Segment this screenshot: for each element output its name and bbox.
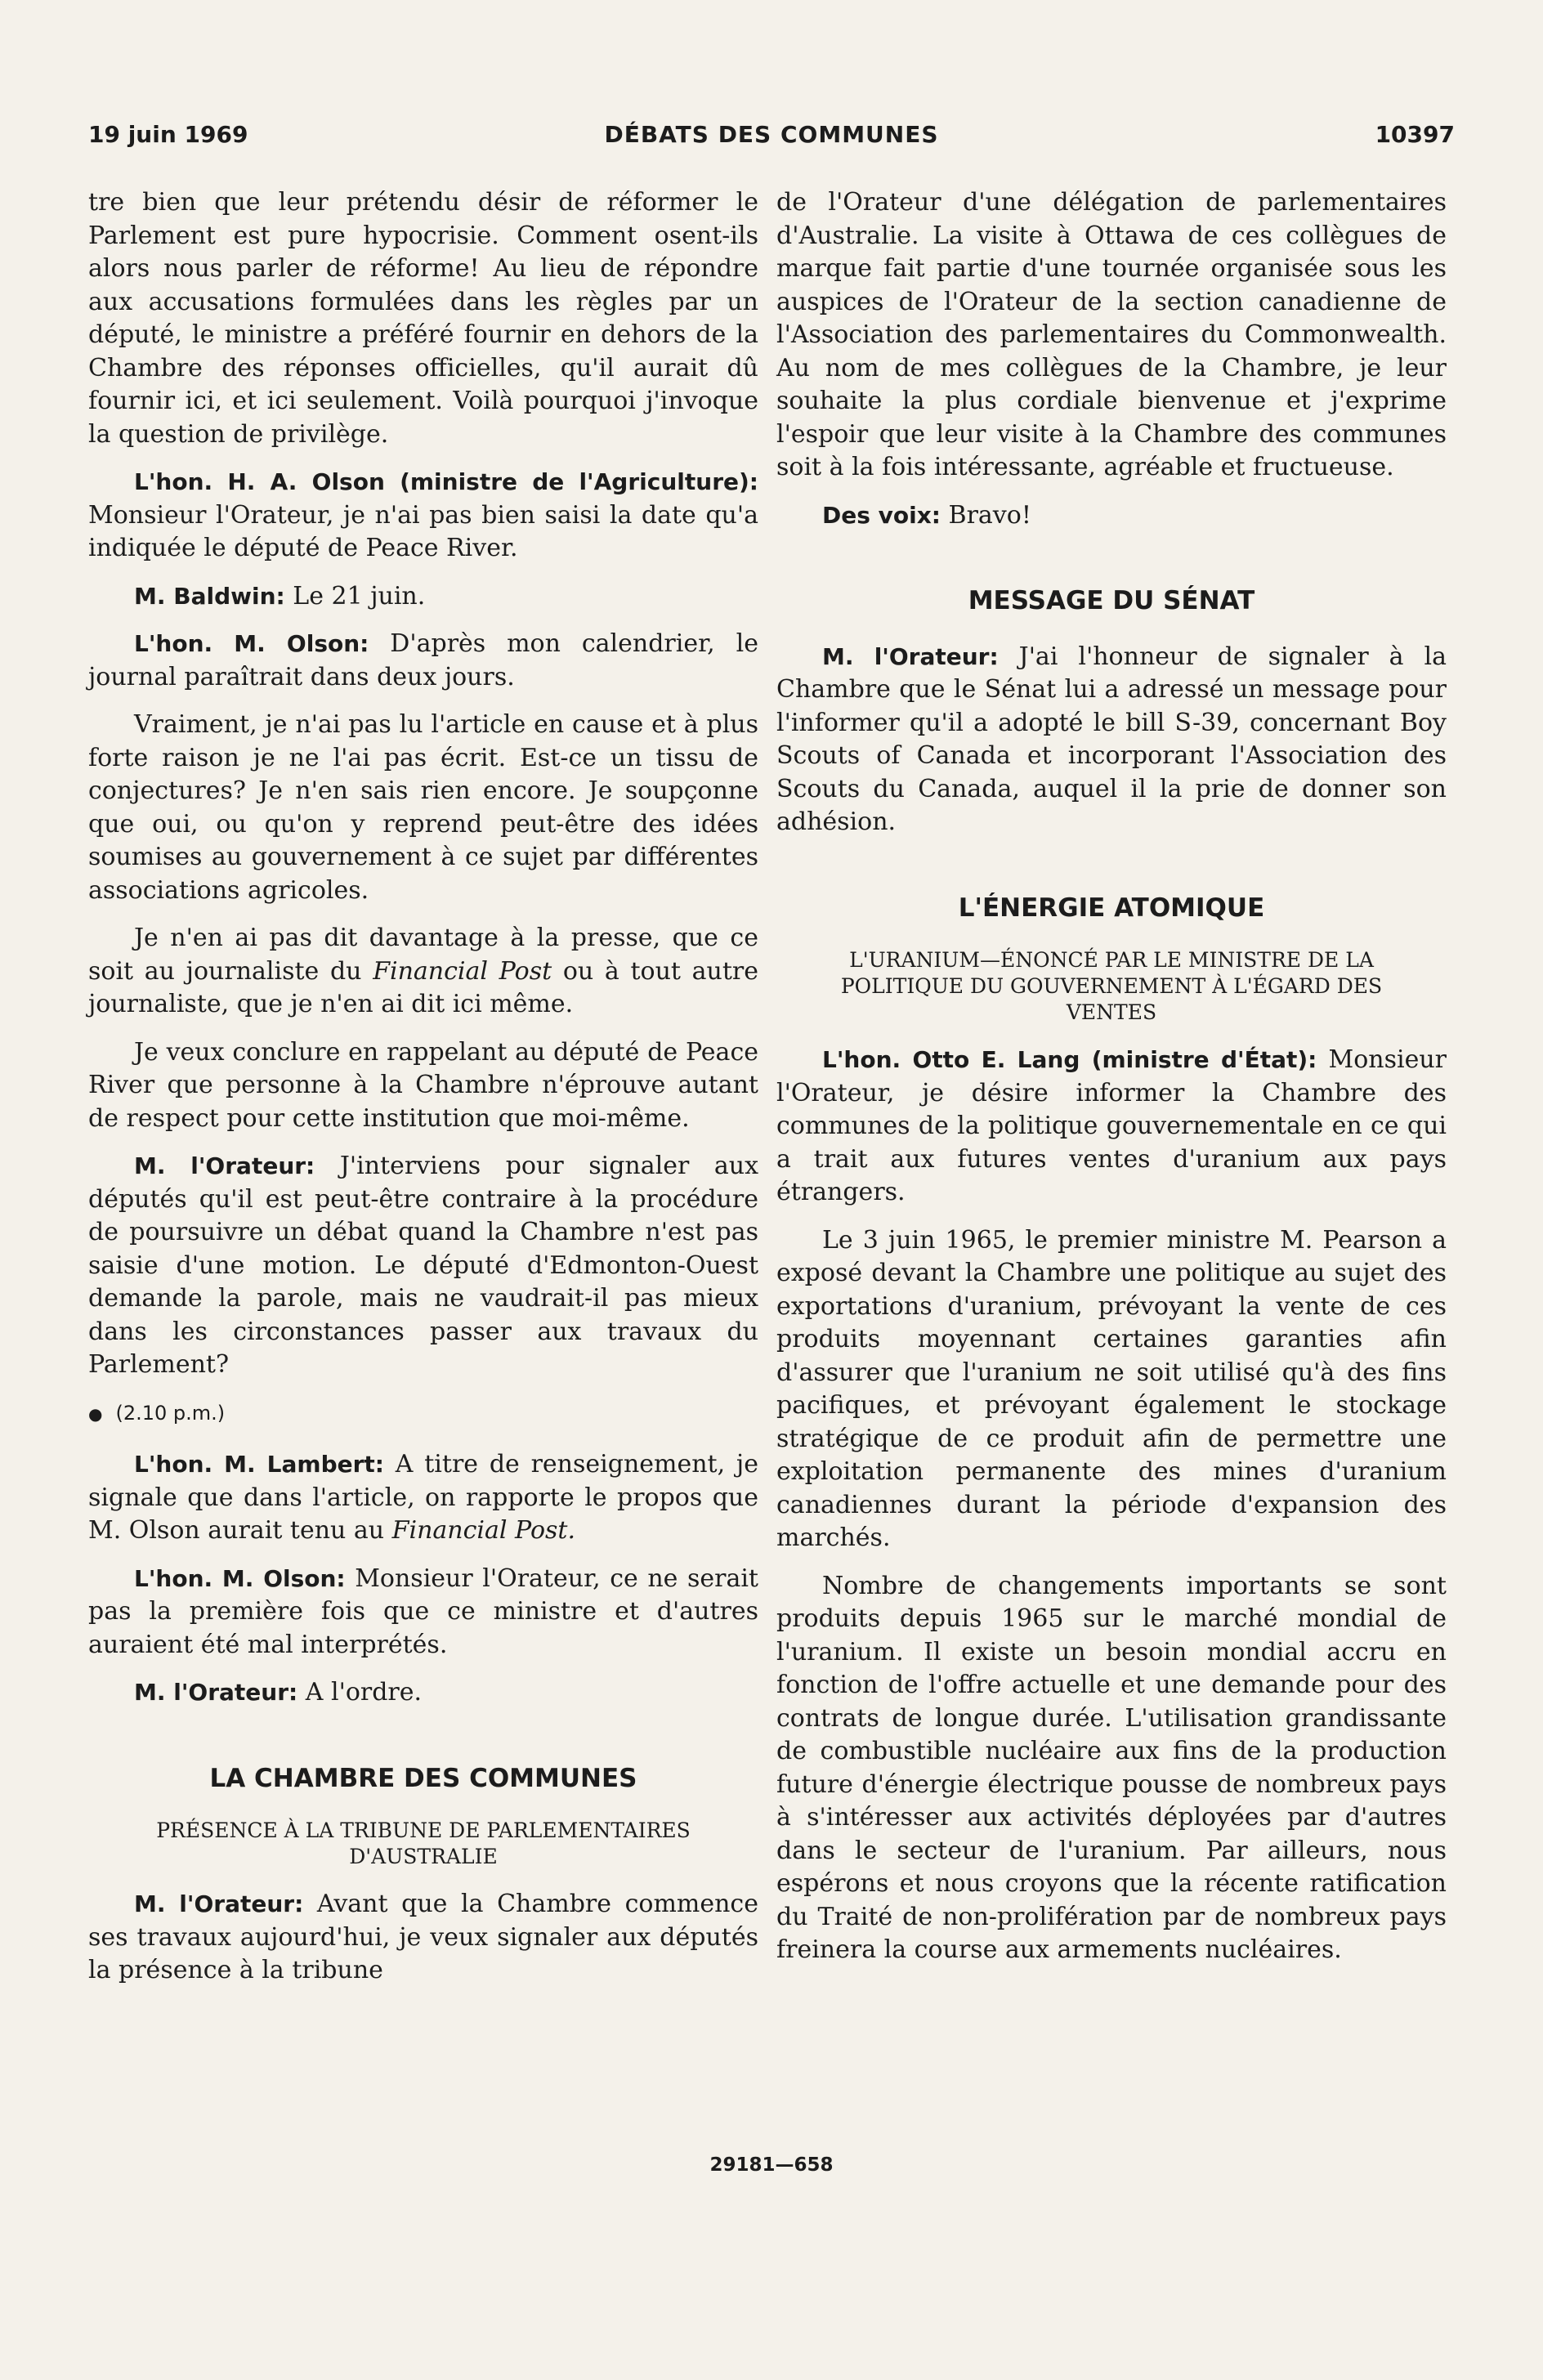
- speaker-label: L'hon. M. Olson:: [134, 630, 369, 657]
- speaker-label: L'hon. M. Lambert:: [134, 1451, 384, 1478]
- speaker-label: M. l'Orateur:: [134, 1890, 304, 1917]
- bullet-icon: ●: [88, 1403, 103, 1424]
- left-column: [88, 186, 758, 2002]
- italic-publication: Financial Post.: [391, 1516, 576, 1545]
- speech-text: A l'ordre.: [297, 1678, 423, 1707]
- speaker-label: L'hon. M. Olson:: [134, 1564, 346, 1592]
- section-subheading: L'URANIUM—ÉNONCÉ PAR LE MINISTRE DE LA POLITIQUE DU GOUVERNEMENT À L'ÉGARD DES VENTES: [840, 948, 1383, 1024]
- speech-lang: [776, 1044, 1447, 1210]
- time-text: (2.10 p.m.): [115, 1401, 226, 1425]
- speech-des-voix: [776, 499, 1447, 533]
- speech-olson-2: [88, 628, 758, 694]
- paragraph: Vraiment, je n'ai pas lu l'article en cause et à plus forte raison je ne l'ai pas écrit. Est-ce un tissu de conjectures? Je n'en sais rien encore. Je soupçonne que oui, ou qu'on y reprend peut-être des idées soumises au gouvernement à ce sujet par différentes associations agricoles.: [88, 710, 758, 905]
- page-header: [88, 121, 1455, 162]
- paragraph: tre bien que leur prétendu désir de réformer le Parlement est pure hypocrisie. Comment osent-ils alors nous parler de réforme! Au lieu de répondre aux accusations formulées dans les règles par un député, le ministre a préféré fournir en dehors de la Chambre des réponses officielles, qu'il aurait dû fournir ici, et ici seulement. Voilà pourquoi j'invoque la question de privilège.: [88, 188, 758, 449]
- section-heading: MESSAGE DU SÉNAT: [968, 586, 1255, 615]
- right-column: [776, 186, 1447, 1982]
- speech-baldwin: [88, 580, 758, 614]
- speaker-label: M. l'Orateur:: [134, 1679, 298, 1706]
- speech-text: J'interviens pour signaler aux députés qu'il est peut-être contraire à la procédure de poursuivre un débat quand la Chambre n'est pas saisie d'une motion. Le député d'Edmonton-Ouest demande la parole, mais ne vaudrait-il pas mieux dans les circonstances passer aux travaux du Parlement?: [88, 1152, 758, 1379]
- section-subheading: PRÉSENCE À LA TRIBUNE DE PARLEMENTAIRES D'AUSTRALIE: [156, 1819, 691, 1868]
- header-title: DÉBATS DES COMMUNES: [604, 121, 939, 148]
- speech-text: A titre de renseignement, je signale que dans l'article, on rapporte le propos que M. Olson aurait tenu au: [88, 1450, 758, 1545]
- time-stamp: [88, 1397, 758, 1431]
- paragraph: de l'Orateur d'une délégation de parlementaires d'Australie. La visite à Ottawa de ces collègues de marque fait partie d'une tournée organisée sous les auspices de l'Orateur de la section canadienne de l'Association des parlementaires du Commonwealth. Au nom de mes collègues de la Chambre, je leur souhaite la plus cordiale bienvenue et j'exprime l'espoir que leur visite à la Chambre des communes soit à la fois intéressante, agréable et fructueuse.: [776, 188, 1447, 481]
- text-part: Je n'en ai pas dit davantage à la presse, que ce soit au journaliste du: [88, 924, 758, 986]
- italic-publication: Financial Post: [373, 956, 552, 986]
- paragraph: Nombre de changements importants se sont produits depuis 1965 sur le marché mondial de l'uranium. Il existe un besoin mondial accru en fonction de l'offre actuelle et une demande pour des contrats de longue durée. L'utilisation grandissante de combustible nucléaire aux fins de la production future d'énergie électrique pousse de nombreux pays à s'intéresser aux activités déployées par d'autres dans le secteur de l'uranium. Par ailleurs, nous espérons et nous croyons que la récente ratification du Traité de non-prolifération par de nombreux pays freinera la course aux armements nucléaires.: [776, 1571, 1447, 1964]
- section-heading: L'ÉNERGIE ATOMIQUE: [958, 892, 1265, 923]
- speech-orateur-1: [88, 1150, 758, 1382]
- section-heading: LA CHAMBRE DES COMMUNES: [209, 1763, 637, 1793]
- paragraph-financial-post: [88, 922, 758, 1022]
- speech-text: Monsieur l'Orateur, je désire informer la Chambre des communes de la politique gouvernementale en ce qui a trait aux futures ventes d'uranium aux pays étrangers.: [776, 1045, 1447, 1206]
- speaker-label: L'hon. H. A. Olson (ministre de l'Agriculture):: [134, 468, 758, 495]
- speech-olson-1: [88, 466, 758, 566]
- speech-orateur-3: [88, 1888, 758, 1988]
- speaker-label: M. Baldwin:: [134, 582, 285, 610]
- header-date: 19 juin 1969: [88, 121, 248, 148]
- speech-orateur-senat: [776, 641, 1447, 839]
- paragraph: Le 3 juin 1965, le premier ministre M. Pearson a exposé devant la Chambre une politique au sujet des exportations d'uranium, prévoyant la vente de ces produits moyennant certaines garanties afin d'assurer que l'uranium ne soit utilisé qu'à des fins pacifiques, et prévoyant également le stockage stratégique de ce produit afin de permettre une exploitation permanente des mines d'uranium canadiennes durant la période d'expansion des marchés.: [776, 1225, 1447, 1552]
- speech-olson-3: [88, 1563, 758, 1662]
- speech-orateur-2: [88, 1676, 758, 1710]
- speech-text: Avant que la Chambre commence ses travaux aujourd'hui, je veux signaler aux députés la présence à la tribune: [88, 1890, 758, 1984]
- speech-text: Monsieur l'Orateur, je n'ai pas bien saisi la date qu'a indiquée le député de Peace River.: [88, 500, 758, 562]
- speech-text: Bravo!: [941, 500, 1031, 530]
- header-page-number: 10397: [1375, 121, 1455, 148]
- speech-lambert: [88, 1448, 758, 1548]
- speech-text: Monsieur l'Orateur, ce ne serait pas la première fois que ce ministre et d'autres auraient été mal interprétés.: [88, 1564, 758, 1659]
- speech-text: D'après mon calendrier, le journal paraîtrait dans deux jours.: [88, 629, 758, 691]
- speaker-label: Des voix:: [822, 501, 941, 529]
- text-part: ou à tout autre journaliste, que je n'en ai dit ici même.: [88, 956, 758, 1018]
- speech-text: J'ai l'honneur de signaler à la Chambre que le Sénat lui a adressé un message pour l'informer qu'il a adopté le bill S-39, concernant Boy Scouts of Canada et incorporant l'Association des Scouts du Canada, auquel il la prie de donner son adhésion.: [776, 642, 1447, 836]
- page-footer-code: 29181—658: [709, 2154, 834, 2176]
- speaker-label: L'hon. Otto E. Lang (ministre d'État):: [822, 1046, 1317, 1073]
- speaker-label: M. l'Orateur:: [134, 1152, 315, 1179]
- speech-text: Le 21 juin.: [284, 581, 426, 611]
- speaker-label: M. l'Orateur:: [822, 642, 999, 670]
- paragraph: Je veux conclure en rappelant au député de Peace River que personne à la Chambre n'éprouve autant de respect pour cette institution que moi-même.: [88, 1037, 758, 1133]
